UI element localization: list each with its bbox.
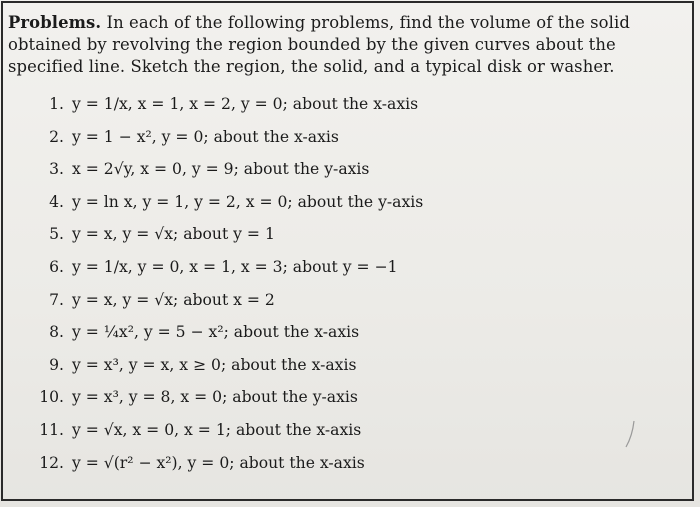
pen-mark-icon <box>624 420 636 448</box>
problem-item <box>26 190 423 223</box>
problem-item <box>26 320 423 353</box>
problem-expression: y = x³, y = x, x ≥ 0; about the x-axis <box>72 355 357 374</box>
problem-item <box>26 385 423 418</box>
problem-list <box>26 92 423 483</box>
problem-item <box>26 92 423 125</box>
problem-number: 5. <box>49 225 64 244</box>
problems-intro <box>8 12 688 78</box>
problem-item <box>26 222 423 255</box>
problem-expression: y = x³, y = 8, x = 0; about the y-axis <box>72 388 358 407</box>
problem-number: 3. <box>49 160 64 179</box>
problem-expression: y = √(r² − x²), y = 0; about the x-axis <box>72 453 365 472</box>
problem-number: 7. <box>49 290 64 309</box>
problem-number: 4. <box>49 192 64 211</box>
problem-number: 10. <box>39 388 64 407</box>
problem-number: 12. <box>39 453 64 472</box>
problem-number: 2. <box>49 127 64 146</box>
problem-number: 9. <box>49 355 64 374</box>
problem-expression: y = ¼x², y = 5 − x²; about the x-axis <box>72 323 360 342</box>
problem-item <box>26 255 423 288</box>
problem-item <box>26 353 423 386</box>
problem-number: 11. <box>39 420 64 439</box>
problem-expression: y = 1/x, y = 0, x = 1, x = 3; about y = −1 <box>72 257 398 276</box>
problem-expression: y = x, y = √x; about x = 2 <box>72 290 275 309</box>
problem-expression: y = 1/x, x = 1, x = 2, y = 0; about the x-axis <box>72 95 419 113</box>
problems-heading: Problems. <box>8 13 102 32</box>
problem-expression: y = ln x, y = 1, y = 2, x = 0; about the y-axis <box>72 192 424 211</box>
problem-item <box>26 418 423 451</box>
problem-item <box>26 451 423 484</box>
problem-item <box>26 288 423 321</box>
problem-expression: y = √x, x = 0, x = 1; about the x-axis <box>72 420 362 439</box>
problem-number: 6. <box>49 257 64 276</box>
problem-expression: x = 2√y, x = 0, y = 9; about the y-axis <box>72 160 370 179</box>
problem-expression: y = 1 − x², y = 0; about the x-axis <box>72 127 339 146</box>
problem-number: 1. <box>49 95 64 113</box>
problems-instructions: In each of the following problems, find the volume of the solid obtained by revolving the region bounded by the given curves about the specified line. Sketch the region, the solid, and a typical disk or washer. <box>8 13 630 76</box>
problem-item <box>26 157 423 190</box>
problem-item <box>26 125 423 158</box>
problem-number: 8. <box>49 323 64 342</box>
problem-expression: y = x, y = √x; about y = 1 <box>72 225 275 244</box>
